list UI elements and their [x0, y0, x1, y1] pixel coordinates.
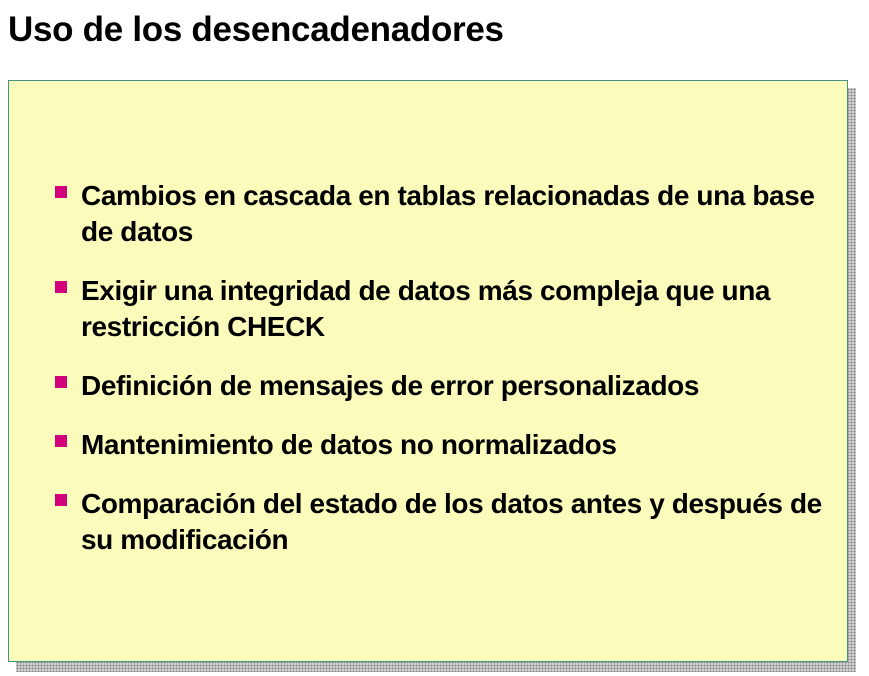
square-bullet-icon: [55, 376, 67, 388]
bullet-text: Comparación del estado de los datos antes y después de su modificación: [81, 488, 822, 555]
bullet-item-denormalized: [9, 427, 829, 463]
bullet-text: Mantenimiento de datos no normalizados: [81, 429, 617, 460]
bullet-item-integrity: [9, 273, 829, 345]
square-bullet-icon: [55, 186, 67, 198]
square-bullet-icon: [55, 281, 67, 293]
bullet-text: Cambios en cascada en tablas relacionadas de una base de datos: [81, 180, 815, 247]
content-box: [8, 80, 848, 662]
bullet-text: Exigir una integridad de datos más compleja que una restricción CHECK: [81, 275, 771, 342]
bullet-list: [9, 178, 829, 581]
slide-title: Uso de los desencadenadores: [8, 10, 504, 49]
bullet-item-error-messages: [9, 368, 829, 404]
square-bullet-icon: [55, 494, 67, 506]
bullet-text: Definición de mensajes de error personalizados: [81, 370, 700, 401]
square-bullet-icon: [55, 435, 67, 447]
bullet-item-cascade: [9, 178, 829, 250]
bullet-item-compare-state: [9, 486, 829, 558]
